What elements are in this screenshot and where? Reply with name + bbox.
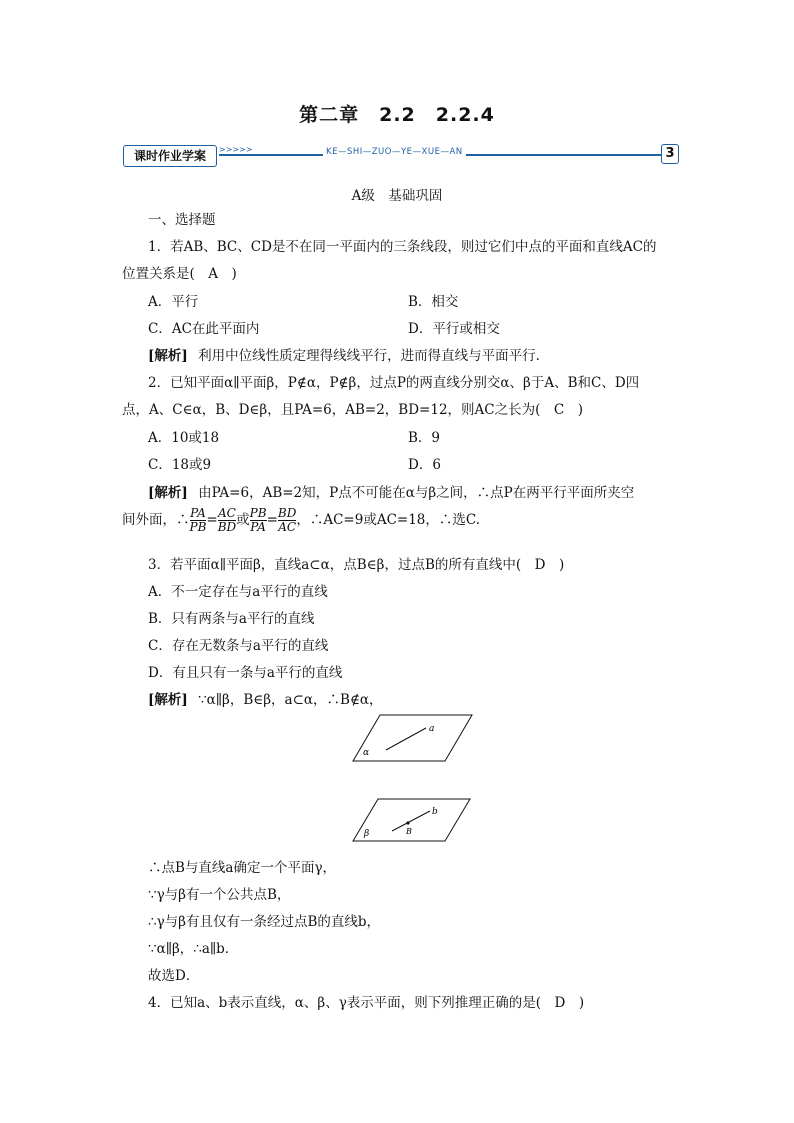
q3-stem: 3．若平面α∥平面β，直线a⊂α，点B∈β，过点B的所有直线中( D )	[148, 557, 565, 573]
banner-label: 课时作业学案	[123, 145, 217, 167]
point-b-dot	[406, 821, 409, 824]
or-word: 或	[236, 512, 250, 528]
analysis-tag: [解析]	[148, 348, 188, 364]
q1-analysis	[148, 344, 540, 364]
q1-option-b: B．相交	[408, 294, 459, 310]
plane-alpha-outline	[353, 715, 472, 761]
line-b-label: b	[432, 807, 438, 817]
banner-arrows: >>>>>	[219, 145, 253, 154]
q2-stem-line1: 2．已知平面α∥平面β，P∉α，P∉β，过点P的两直线分别交α、β于A、B和C、D四	[148, 375, 640, 391]
q2-analysis-line2	[122, 505, 480, 535]
line-a	[386, 728, 426, 750]
q1-option-c: C．AC在此平面内	[148, 321, 260, 337]
fraction-pa-pb	[190, 507, 207, 534]
fraction-bd-ac	[278, 507, 296, 534]
denominator: PB	[189, 520, 207, 534]
banner-pinyin: KE—SHI—ZUO—YE—XUE—AN	[323, 147, 466, 157]
q3-analysis	[148, 688, 383, 708]
q3-option-c: C．存在无数条与a平行的直线	[148, 638, 329, 654]
plane-beta-figure	[350, 797, 475, 845]
banner-page-number: 3	[661, 144, 679, 164]
q3-reason-4: ∵α∥β，∴a∥b．	[148, 941, 239, 957]
denominator: BD	[217, 520, 237, 534]
point-b-label: B	[406, 827, 412, 836]
section-heading: 一、选择题	[148, 212, 216, 228]
q1-option-d: D．平行或相交	[408, 321, 500, 337]
fraction-pb-pa	[250, 507, 267, 534]
denominator: AC	[278, 520, 297, 534]
q1-analysis-text: 利用中位线性质定理得线线平行，进而得直线与平面平行.	[198, 348, 540, 364]
plane-alpha-figure	[350, 713, 475, 765]
q3-conclusion: 故选D．	[148, 968, 200, 984]
numerator: BD	[277, 506, 297, 520]
q1-stem-line2: 位置关系是( A )	[122, 266, 237, 282]
q3-option-a: A．不一定存在与a平行的直线	[148, 584, 328, 600]
q4-stem: 4．已知a、b表示直线，α、β、γ表示平面，则下列推理正确的是( D )	[148, 995, 585, 1011]
q2-analysis-text1: 由PA=6，AB=2知，P点不可能在α与β之间，∴点P在两平行平面所夹空	[198, 485, 635, 501]
level-heading: A级 基础巩固	[351, 188, 443, 204]
numerator: AC	[218, 506, 236, 520]
numerator: PA	[190, 506, 206, 520]
line-a-label: a	[429, 724, 435, 734]
page-title: 第二章 2.2 2.2.4	[299, 104, 495, 126]
q2-option-c: C．18或9	[148, 457, 212, 473]
q3-option-d: D．有且只有一条与a平行的直线	[148, 665, 343, 681]
q3-reason-1: ∴点B与直线a确定一个平面γ，	[148, 860, 337, 876]
plane-beta-label: β	[364, 829, 370, 839]
analysis-tag: [解析]	[148, 485, 188, 501]
numerator: PB	[249, 506, 267, 520]
q3-reason-2: ∵γ与β有一个公共点B，	[148, 887, 291, 903]
analysis-tag: [解析]	[148, 692, 188, 708]
section-banner	[123, 143, 679, 169]
q2-analysis-line1	[148, 481, 634, 501]
q3-analysis-text: ∵α∥β，B∈β，a⊂α，∴B∉α，	[198, 692, 383, 708]
denominator: PA	[250, 520, 266, 534]
equals-sign: =	[206, 512, 218, 528]
q2-option-d: D．6	[408, 457, 441, 473]
q3-option-b: B．只有两条与a平行的直线	[148, 611, 315, 627]
q1-option-a: A．平行	[148, 294, 199, 310]
fraction-ac-bd	[218, 507, 236, 534]
q3-reason-3: ∴γ与β有且仅有一条经过点B的直线b，	[148, 914, 381, 930]
q1-stem-line1: 1．若AB、BC、CD是不在同一平面内的三条线段，则过它们中点的平面和直线AC的	[148, 239, 657, 255]
equals-sign: =	[266, 512, 278, 528]
plane-alpha-label: α	[363, 748, 370, 758]
q2-stem-line2: 点，A、C∈α，B、D∈β，且PA=6，AB=2，BD=12，则AC之长为( C )	[122, 402, 583, 418]
q2-option-b: B．9	[408, 430, 441, 446]
q2-analysis-prefix: 间外面，∴	[122, 512, 190, 528]
q2-option-a: A．10或18	[148, 430, 220, 446]
q2-analysis-suffix: ，∴AC=9或AC=18，∴选C.	[296, 512, 481, 528]
